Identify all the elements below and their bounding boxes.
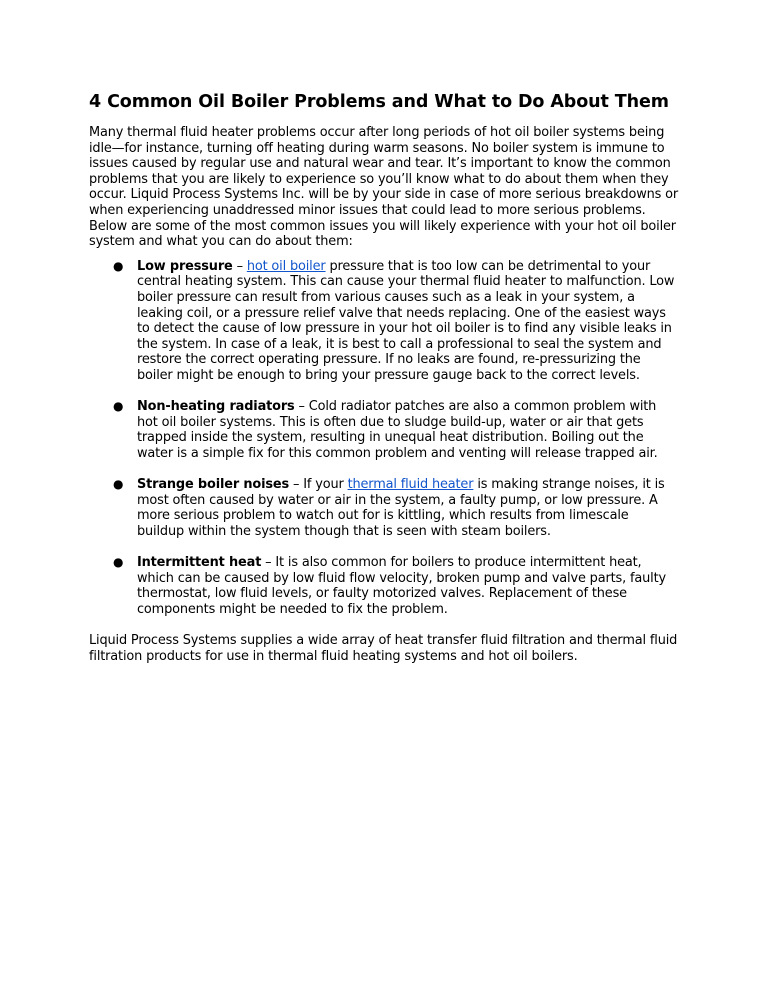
item-separator: – If your: [289, 477, 348, 493]
bullet-icon: ●: [113, 555, 124, 570]
hot-oil-boiler-link[interactable]: hot oil boiler: [246, 258, 326, 274]
document-title: 4 Common Oil Boiler Problems and What to Do About Them: [89, 92, 669, 112]
document-page: [89, 92, 679, 664]
bullet-icon: ●: [113, 477, 124, 492]
item-term: Non-heating radiators: [137, 399, 295, 415]
item-separator: –: [232, 258, 247, 274]
item-term: Low pressure: [137, 258, 233, 274]
item-text: – Cold radiator patches are also a common problem with hot oil boiler systems. This is often due to sludge build-up, water or air that gets trapped inside the system, resulting in unequal heat distribution. Boiling out the water is a simple fix for this common problem and venting will release trapped air.: [137, 399, 658, 461]
item-text: pressure that is too low can be detrimental to your central heating system. This can cause your thermal fluid heater to malfunction. Low boiler pressure can result from various causes such as a leak in your system, a leaking coil, or a pressure relief valve that needs replacing. One of the easiest ways to detect the cause of low pressure in your hot oil boiler is to find any visible leaks in the system. In case of a leak, it is best to call a professional to seal the system and restore the correct operating pressure. If no leaks are found, re-pressurizing the boiler might be enough to bring your pressure gauge back to the correct levels.: [137, 258, 675, 383]
list-item-low-pressure: [89, 259, 679, 384]
closing-paragraph: Liquid Process Systems supplies a wide array of heat transfer fluid filtration and thermal fluid filtration products for use in thermal fluid heating systems and hot oil boilers.: [89, 633, 678, 664]
item-term: Intermittent heat: [137, 555, 262, 571]
bullet-icon: ●: [113, 399, 124, 414]
item-term: Strange boiler noises: [137, 477, 290, 493]
problems-list: [89, 259, 679, 618]
item-text: is making strange noises, it is most often caused by water or air in the system, a faulty pump, or low pressure. A more serious problem to watch out for is kittling, which results from limescale buildup within the system though that is seen with steam boilers.: [137, 477, 665, 539]
list-item-intermittent-heat: [89, 555, 679, 617]
bullet-icon: ●: [113, 258, 124, 273]
thermal-fluid-heater-link[interactable]: thermal fluid heater: [347, 477, 474, 493]
list-item-non-heating-radiators: [89, 399, 679, 461]
list-item-strange-boiler-noises: [89, 477, 679, 539]
intro-paragraph: Many thermal fluid heater problems occur after long periods of hot oil boiler systems being idle—for instance, turning off heating during warm seasons. No boiler system is immune to issues caused by regular use and natural wear and tear. It’s important to know the common problems that you are likely to experience so you’ll know what to do about them when they occur. Liquid Process Systems Inc. will be by your side in case of more serious breakdowns or when experiencing unaddressed minor issues that could lead to more serious problems. Below are some of the most common issues you will likely experience with your hot oil boiler system and what you can do about them:: [89, 125, 679, 250]
item-text: – It is also common for boilers to produce intermittent heat, which can be caused by low fluid flow velocity, broken pump and valve parts, faulty thermostat, low fluid levels, or faulty motorized valves. Replacement of these components might be needed to fix the problem.: [137, 555, 666, 617]
